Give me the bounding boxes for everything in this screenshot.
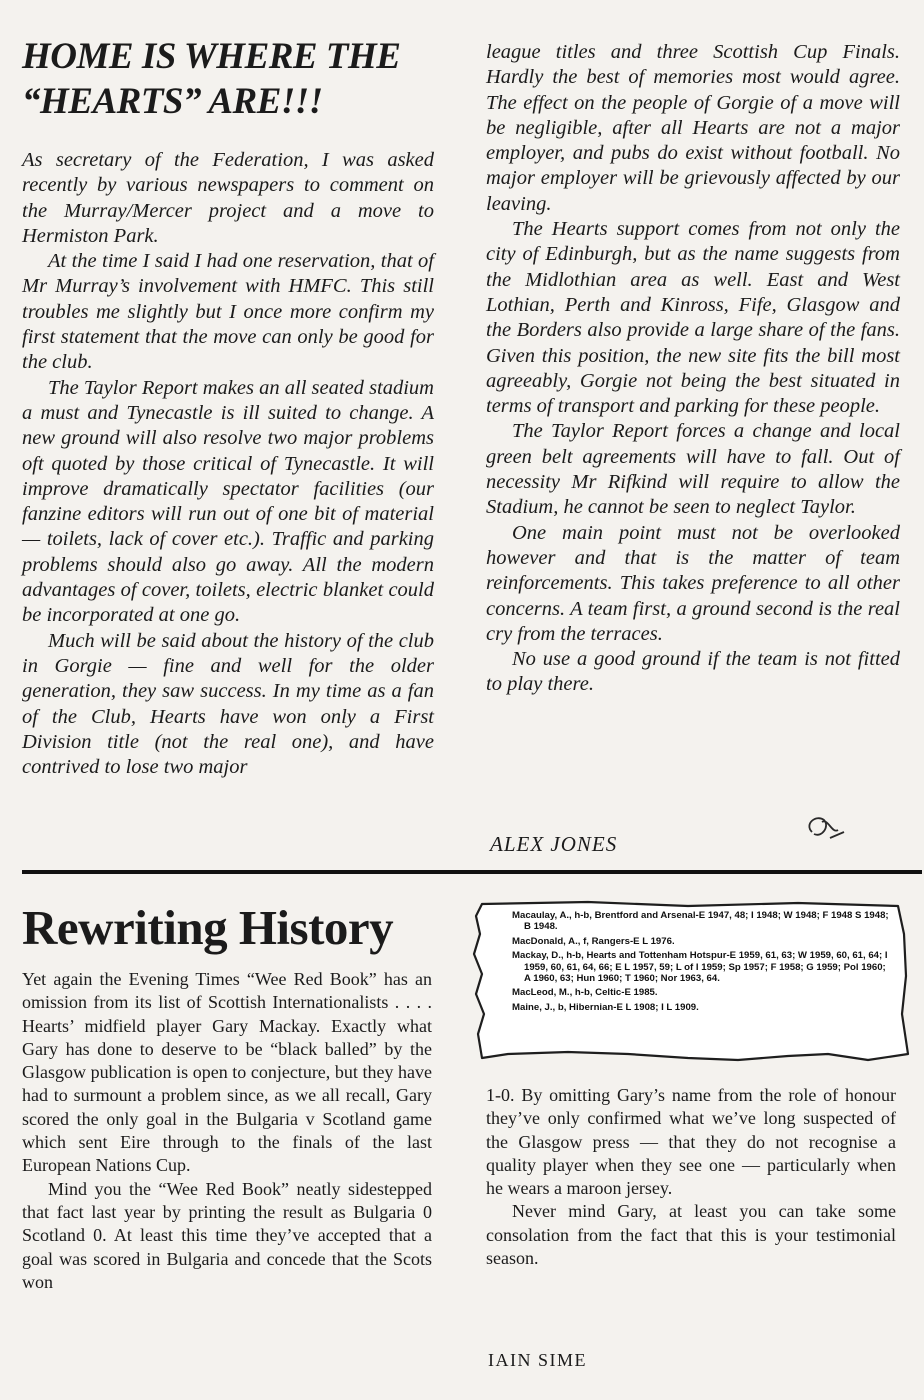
article2-title: Rewriting History [22,900,394,955]
article1-title-line1: HOME IS WHERE THE [22,36,401,77]
article2-right-text [486,1084,896,1270]
article1-title [22,34,434,124]
article1-left-column [22,34,434,780]
clipping-entry: Maine, J., b, Hibernian-E L 1908; I L 1909. [512,1001,699,1013]
clipping-entry: MacDonald, A., f, Rangers-E L 1976. [512,935,675,947]
article2-right-column [486,1084,896,1270]
article1-author: ALEX JONES [490,832,618,856]
paragraph: As secretary of the Federation, I was asked recently by various newspapers to comment on the Murray/Mercer project and a move to Hermiston Park. [22,149,434,247]
clipping-entry: MacLeod, M., h-b, Celtic-E 1985. [512,987,658,999]
clipping-entry: Mackay, D., h-b, Hearts and Tottenham Hotspur-E 1959, 61, 63; W 1959, 60, 61, 64; I 1959, 60, 61, 64, 66; E L 1957, 59; L of I 1959; Sp 1957; F 1958; G 1959; Pol 1960; A 1960, 63; Hun 1960; T 1960; Nor 1963, 64. [512,950,888,985]
article1-left-text [22,148,434,780]
paragraph: The Taylor Report forces a change and local green belt agreements will have to fall. Out of necessity Mr Rifkind will require to allow the Stadium, he cannot be seen to neglect Taylor. [486,420,900,519]
article1-right-text [486,40,900,698]
article2-author: IAIN SIME [488,1350,587,1370]
paragraph: The Taylor Report makes an all seated stadium a must and Tynecastle is ill suited to change. A new ground will also resolve two major problems oft quoted by those critical of Tynecastle. It will improve dramatically spectator facilities (our fanzine editors will run out of one bit of material — toilets, lack of cover etc.). Traffic and parking problems should also go away. All the modern advantages of cover, toilets, electric blanket could be incorporated at one go. [22,376,434,627]
wee-red-book-clipping [468,894,912,1072]
paragraph: Much will be said about the history of the club in Gorgie — fine and well for the older generation, they saw success. In my time as a fan of the Club, Hearts have won only a First Division title (not the real one), and have contrived to lose two major [22,629,434,779]
clipping-entries [512,910,892,1016]
article2-left-column [22,900,432,1294]
paragraph: At the time I said I had one reservation, that of Mr Murray’s involvement with HMFC. This still troubles me slightly but I once more confirm my first statement that the move can only be good for the club. [22,250,434,374]
article1-title-line2: “HEARTS” ARE!!! [22,81,323,122]
section-divider [22,870,922,874]
article2-left-text [22,968,432,1294]
paragraph: The Hearts support comes from not only the city of Edinburgh, but as the name suggests from the Midlothian area as well. East and West Lothian, Perth and Kinross, Fife, Glasgow and the Borders also provide a large share of the fans. Given this position, the new site fits the bill most agreeably, Gorgie not being the best situated in terms of transport and parking for these people. [486,218,900,418]
paragraph: No use a good ground if the team is not fitted to play there. [486,648,900,696]
paragraph: Mind you the “Wee Red Book” neatly sidestepped that fact last year by printing the result as Bulgaria 0 Scotland 0. At least this time they’ve accepted that a goal was scored in Bulgaria and concede that the Scots won [22,1178,432,1292]
signature-scribble [800,808,850,848]
paragraph: Yet again the Evening Times “Wee Red Book” has an omission from its list of Scottish Internationalists . . . . Hearts’ midfield player Gary Mackay. Exactly what Gary has done to deserve to be “black balled” by the Glasgow publication is open to conjecture, but they have had to surmount a problem since, as we all recall, Gary scored the only goal in the Bulgaria v Scotland game which sent Eire through to the finals of the last European Nations Cup. [22,969,432,1176]
clipping-entry: Macaulay, A., h-b, Brentford and Arsenal-E 1947, 48; I 1948; W 1948; F 1948 S 1948; B 1948. [512,910,889,933]
paragraph: league titles and three Scottish Cup Finals. Hardly the best of memories most would agree. The effect on the people of Gorgie of a move will be negligible, after all Hearts are not a major employer, and pubs do exist without football. No major employer will be grievously affected by our leaving. [486,41,900,215]
paragraph: Never mind Gary, at least you can take some consolation from the fact that this is your testimonial season. [486,1201,896,1269]
paragraph: One main point must not be overlooked however and that is the matter of team reinforcements. This takes preference to all other concerns. A team first, a ground second is the real cry from the terraces. [486,521,900,645]
paragraph: 1-0. By omitting Gary’s name from the role of honour they’ve only confirmed what we’ve long suspected of the Glasgow press — that they do not recognise a quality player when they see one — particularly when he wears a maroon jersey. [486,1085,896,1199]
article1-right-column [486,40,900,698]
